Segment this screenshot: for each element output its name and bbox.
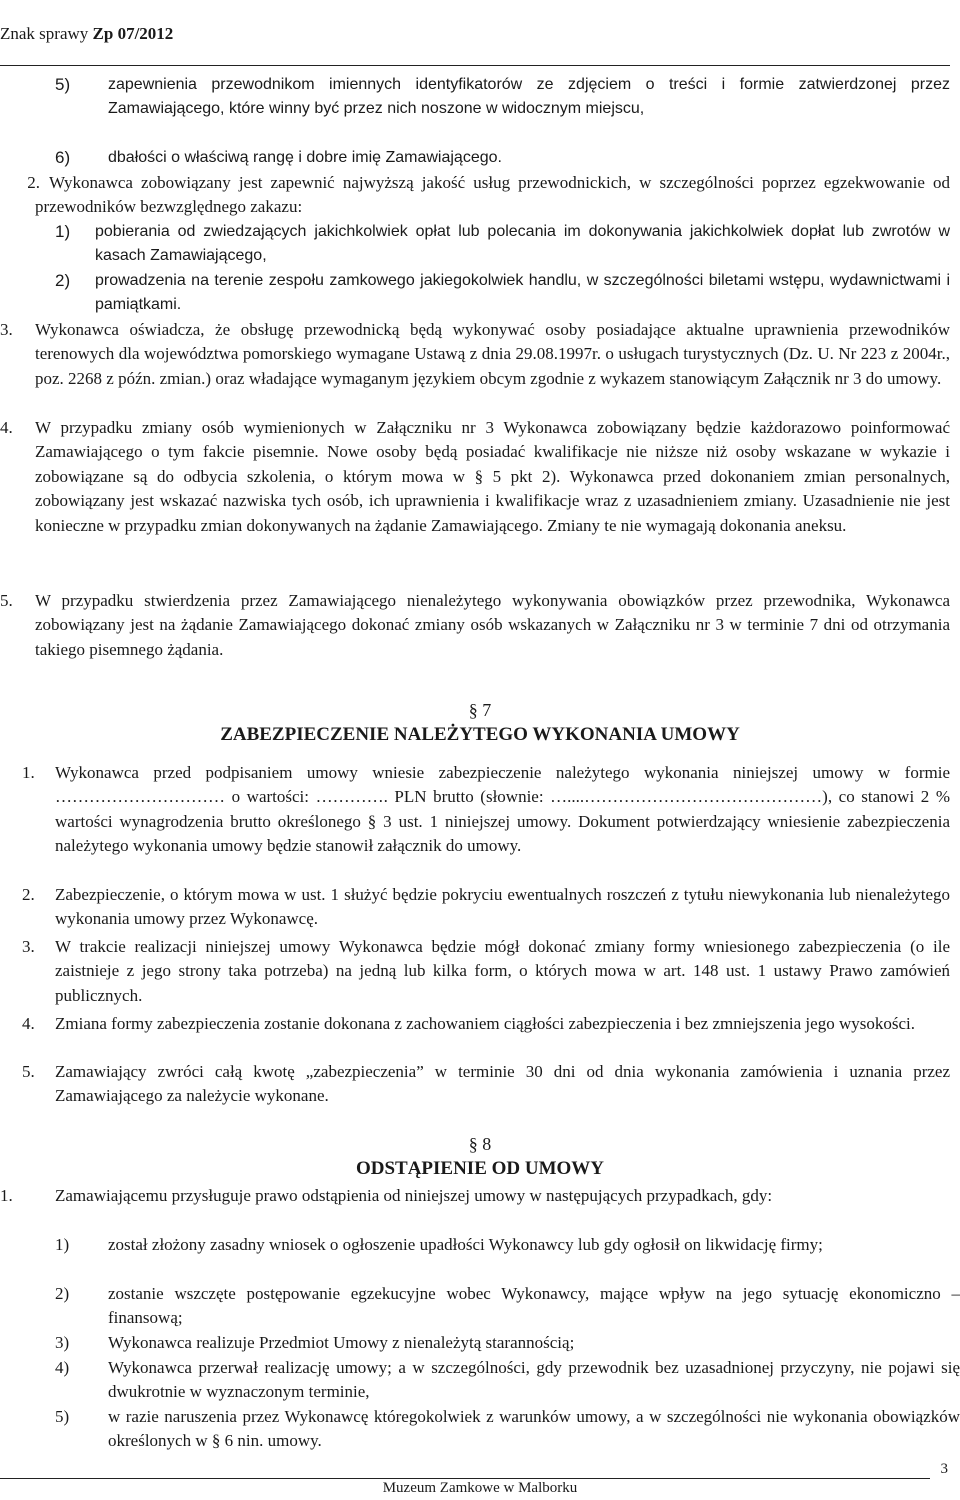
paragraph-number: 5. [22, 1062, 35, 1081]
paragraph: Zamawiającemu przysługuje prawo odstąpienia od niniejszej umowy w następujących przypadkach, gdy: [55, 1186, 773, 1205]
list-item: zapewnienia przewodnikom imiennych identyfikatorów ze zdjęciem o treści i formie zatwierdzonej przez Zamawiającego, które winny być przez nich noszone w widocznym miejscu, [108, 76, 950, 118]
item-number: 4) [55, 1358, 70, 1377]
item-number: 5) [55, 75, 71, 94]
paragraph: Wykonawca przed podpisaniem umowy wniesie zabezpieczenie należytego wykonania niniejszej umowy w formie ………………………… o wartości: …………. PLN brutto (słownie: …....……………………………………), co stanowi 2 % wartości wynagrodzenia brutto określonego § 3 ust. 1 niniejszej umowy. Dokument potwierdzający wniesienie zabezpieczenia należytego wykonania umowy będzie stanowił załącznik do umowy. [55, 763, 950, 856]
item-number: 1) [55, 222, 71, 241]
section-title: ZABEZPIECZENIE NALEŻYTEGO WYKONANIA UMOWY [220, 724, 740, 745]
section-sign: § 8 [468, 1134, 492, 1154]
paragraph-number: 5. [0, 591, 13, 610]
item-number: 1) [55, 1235, 70, 1254]
paragraph-number: 4. [0, 418, 13, 437]
document-header [0, 24, 173, 44]
footer-rule [0, 1478, 930, 1479]
case-number: Zp 07/2012 [92, 24, 174, 43]
list-item: został złożony zasadny wniosek o ogłoszenie upadłości Wykonawcy lub gdy ogłosił on likwidację firmy; [108, 1235, 823, 1254]
item-number: 2) [55, 271, 71, 290]
item-number: 3) [55, 1333, 70, 1352]
item-number: 6) [55, 148, 71, 167]
list-item: Wykonawca realizuje Przedmiot Umowy z nienależytą starannością; [108, 1333, 575, 1352]
paragraph: Wykonawca oświadcza, że obsługę przewodnicką będą wykonywać osoby posiadające aktualne uprawnienia przewodników terenowych dla województwa pomorskiego wymagane Ustawą z dnia 29.08.1997r. o usługach turystycznych (Dz. U. Nr 223 z 2004r., poz. 2268 z późn. zmian.) oraz władające wymaganym językiem obcym zgodnie z wykazem stanowiącym Załącznik nr 3 do umowy. [35, 320, 950, 388]
list-item: Wykonawca przerwał realizację umowy; a w szczególności, gdy przewodnik bez uzasadnionej przyczyny, nie pojawi się dwukrotnie w wyznaczonym terminie, [108, 1358, 960, 1402]
section-sign: § 7 [468, 700, 492, 720]
paragraph-number: 1. [0, 1186, 13, 1205]
paragraph: W przypadku stwierdzenia przez Zamawiającego nienależytego wykonywania obowiązków przez przewodnika, Wykonawca zobowiązany jest na żądanie Zamawiającego dokonać zmiany osób wskazanych w Załączniku nr 3 w terminie 7 dni od otrzymania takiego pisemnego żądania. [35, 591, 950, 659]
paragraph: Zamawiający zwróci całą kwotę „zabezpieczenia” w terminie 30 dni od dnia wykonania zamówienia i uznania przez Zamawiającego za należycie wykonane. [55, 1062, 950, 1106]
paragraph: Zabezpieczenie, o którym mowa w ust. 1 służyć będzie pokryciu ewentualnych roszczeń z tytułu niewykonania lub nienależytego wykonania umowy przez Wykonawcę. [55, 885, 950, 929]
paragraph-number: 3. [0, 320, 13, 339]
list-item: prowadzenia na terenie zespołu zamkowego jakiegokolwiek handlu, w szczególności biletami wstępu, wydawnictwami i pamiątkami. [95, 272, 950, 314]
item-number: 5) [55, 1407, 70, 1426]
paragraph: W trakcie realizacji niniejszej umowy Wykonawca będzie mógł dokonać zmiany formy wniesionego zabezpieczenia (o ile zaistnieje z jego strony taka potrzeba) na jedną lub kilka form, o których mowa w art. 148 ust. 1 ustawy Prawo zamówień publicznych. [55, 937, 950, 1005]
section-title: ODSTĄPIENIE OD UMOWY [355, 1158, 605, 1179]
case-label: Znak sprawy [0, 24, 89, 43]
list-item: w razie naruszenia przez Wykonawcę któregokolwiek z warunków umowy, a w szczególności nie wykonania obowiązków określonych w § 6 nin. umowy. [108, 1407, 960, 1451]
paragraph-number: 2. [27, 173, 40, 192]
item-number: 2) [55, 1284, 70, 1303]
paragraph: Zmiana formy zabezpieczenia zostanie dokonana z zachowaniem ciągłości zabezpieczenia i bez zmniejszenia jego wysokości. [55, 1014, 915, 1033]
paragraph-number: 2. [22, 885, 35, 904]
paragraph-number: 4. [22, 1014, 35, 1033]
footer-text: Muzeum Zamkowe w Malborku [382, 1480, 578, 1496]
list-item: pobierania od zwiedzających jakichkolwiek opłat lub polecania im dokonywania jakichkolwiek dopłat lub zwrotów w kasach Zamawiającego, [95, 223, 950, 265]
paragraph-number: 3. [22, 937, 35, 956]
list-item: zostanie wszczęte postępowanie egzekucyjne wobec Wykonawcy, mające wpływ na jego sytuację ekonomiczno – finansową; [108, 1284, 960, 1328]
list-item: dbałości o właściwą rangę i dobre imię Zamawiającego. [108, 149, 502, 166]
paragraph: Wykonawca zobowiązany jest zapewnić najwyższą jakość usług przewodnickich, w szczególności poprzez egzekwowanie od przewodników bezwzględnego zakazu: [35, 173, 950, 217]
page-number: 3 [940, 1461, 948, 1477]
header-rule [0, 65, 950, 66]
paragraph: W przypadku zmiany osób wymienionych w Załączniku nr 3 Wykonawca zobowiązany będzie każdorazowo poinformować Zamawiającego o tym fakcie pisemnie. Nowe osoby będą posiadać kwalifikacje nie niższe niż osoby wskazane w wykazie i zobowiązane są do odbycia szkolenia, o którym mowa w § 5 pkt 2). Wykonawca przed dokonaniem zmian personalnych, zobowiązany jest wskazać nazwiska tych osób, ich uprawnienia i kwalifikacje wraz z uzasadnieniem zmiany. Uzasadnienie nie jest konieczne w przypadku zmian dokonywanych na żądanie Zamawiającego. Zmiany te nie wymagają dokonania aneksu. [35, 418, 950, 535]
paragraph-number: 1. [22, 763, 35, 782]
